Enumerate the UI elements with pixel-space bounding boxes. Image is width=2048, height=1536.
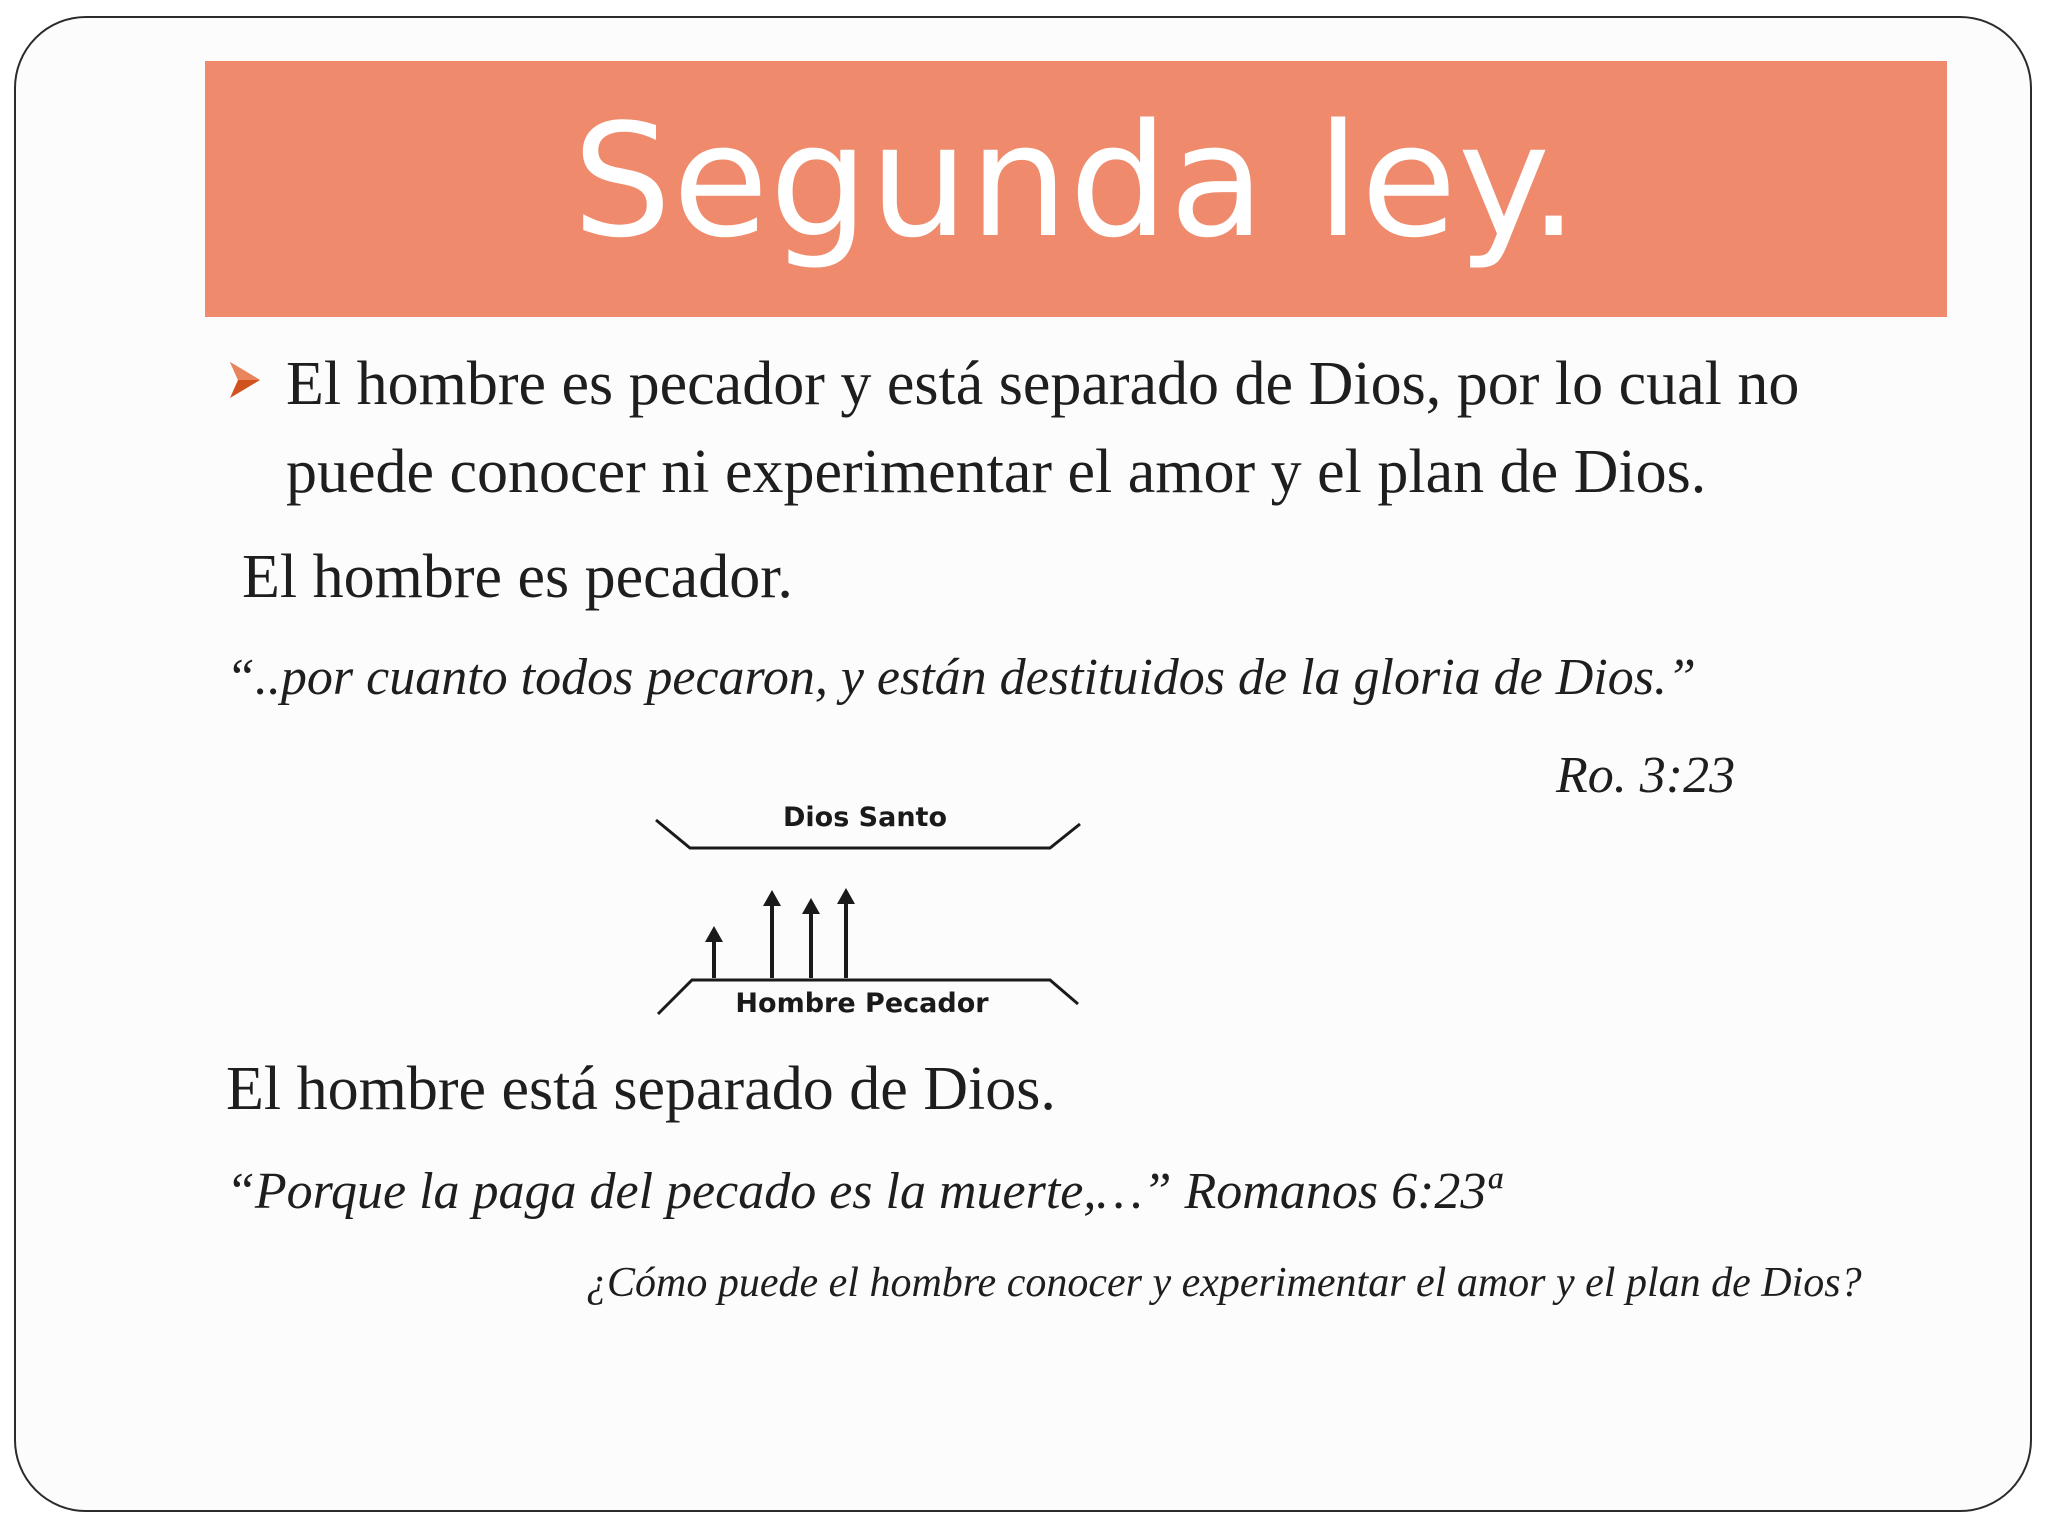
up-arrow-icon bbox=[705, 926, 723, 978]
slide-title: Segunda ley. bbox=[572, 90, 1580, 272]
heading-hombre-separado: El hombre está separado de Dios. bbox=[226, 1055, 1056, 1123]
reference-ro-3-23: Ro. 3:23 bbox=[1556, 747, 1736, 804]
up-arrow-icon bbox=[837, 888, 855, 978]
bullet-text: El hombre es pecador y está separado de Dios, por lo cual no puede conocer ni experimentar el amor y el plan de Dios. bbox=[286, 350, 1800, 506]
dios-santo-label: Dios Santo bbox=[782, 802, 948, 833]
closing-question: ¿Cómo puede el hombre conocer y experimentar el amor y el plan de Dios? bbox=[586, 1260, 1862, 1306]
up-arrow-icon bbox=[802, 898, 820, 978]
up-arrow-icon bbox=[763, 890, 781, 978]
heading-hombre-pecador: El hombre es pecador. bbox=[242, 543, 793, 611]
hombre-pecador-label: Hombre Pecador bbox=[735, 988, 989, 1019]
quote-romanos-6-23: “Porque la paga del pecado es la muerte,…” Romanos 6:23ª bbox=[226, 1163, 1501, 1220]
title-band bbox=[205, 61, 1947, 317]
arrow-bullet-icon bbox=[228, 360, 262, 400]
separation-diagram bbox=[650, 786, 1090, 1026]
quote-romanos-3-23: “..por cuanto todos pecaron, y están destituidos de la gloria de Dios.” bbox=[226, 649, 1696, 706]
diagram-drawing bbox=[650, 786, 1090, 1026]
